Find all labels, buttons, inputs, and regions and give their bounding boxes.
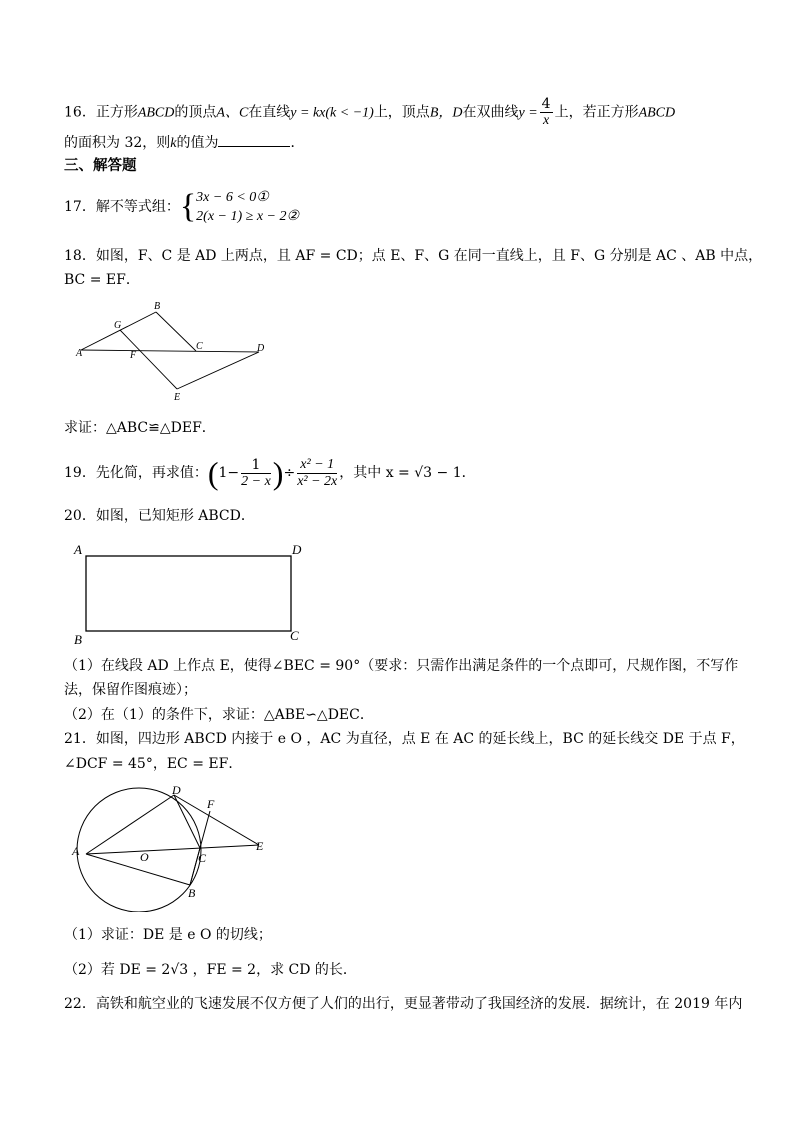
q20-part1b: 法，保留作图痕迹）； — [64, 682, 197, 698]
q19-text: ，其中 x = √3 − 1． — [339, 465, 476, 481]
label-B: B — [188, 886, 196, 900]
label-B: B — [154, 301, 161, 312]
fraction-denominator: x — [543, 113, 550, 128]
label-A: A — [74, 542, 82, 557]
q19 — [64, 455, 476, 491]
q16-text: 的面积为 32，则 — [64, 135, 171, 151]
label-A: A — [72, 844, 80, 858]
q16-text: 上，顶点 — [373, 104, 430, 121]
q20-part2: （2）在（1）的条件下，求证：△ABE∽△DEC． — [64, 707, 374, 723]
q16-y-eq: y = — [518, 105, 538, 121]
label-C: C — [198, 851, 207, 865]
q16-line-eq: y = kx(k < −1) — [290, 105, 374, 121]
q19-fraction-2 — [297, 457, 337, 490]
label-D: D — [172, 783, 181, 797]
fraction-numerator: x² − 1 — [297, 457, 337, 474]
q16-text: 的顶点 — [174, 104, 217, 121]
q16-bd: B，D — [429, 105, 463, 121]
q16-text: 上，若正方形 — [554, 104, 639, 121]
q16-text: 正方形 — [95, 104, 138, 121]
label-F: F — [207, 797, 215, 811]
q16-abcd: ABCD — [137, 105, 175, 121]
right-paren: ) — [272, 455, 284, 491]
section-heading: 三、解答题 — [64, 158, 137, 174]
q16-line2 — [64, 132, 304, 154]
q16-fraction — [540, 96, 553, 129]
label-C: C — [290, 628, 299, 643]
q16-text: 在双曲线 — [462, 104, 519, 121]
fraction-numerator: 4 — [541, 96, 551, 112]
label-D: D — [292, 542, 302, 557]
q21-line1: 21．如图，四边形 ABCD 内接于 e O ，AC 为直径，点 E 在 AC 的延长线上，BC 的延长线交 DE 于点 F， — [64, 731, 745, 747]
fraction-denominator: 2 − x — [241, 473, 271, 489]
q16-text: ． — [290, 135, 305, 151]
q22-text: 22．高铁和航空业的飞速发展不仅方便了人们的出行，更显著带动了我国经济的发展．据统计，在 2019 年内 — [64, 996, 743, 1012]
q21-part2: （2）若 DE = 2√3 ，FE = 2，求 CD 的长． — [64, 962, 357, 978]
q16-text: 在直线 — [248, 104, 291, 121]
label-E: E — [256, 839, 264, 853]
left-paren: ( — [207, 455, 219, 491]
q19-one: 1− — [218, 465, 240, 481]
q21-line2: ∠DCF = 45°，EC = EF． — [64, 756, 243, 772]
label-C: C — [196, 341, 203, 352]
q19-div: ÷ — [283, 465, 296, 481]
label-A: A — [76, 348, 83, 359]
q20-part1a: （1）在线段 AD 上作点 E，使得∠BEC = 90°（要求：只需作出满足条件的一个点即可，尺规作图，不写作 — [64, 658, 739, 674]
q17 — [64, 187, 299, 227]
q19-fraction-1 — [241, 457, 271, 490]
q21-figure — [64, 782, 284, 912]
label-F: F — [130, 350, 137, 361]
q16-ac: A、C — [216, 105, 249, 121]
q20-text: 20．如图，已知矩形 ABCD． — [64, 508, 255, 524]
q17-text: 17．解不等式组： — [64, 199, 180, 215]
inequality-2: 2(x − 1) ≥ x − 2② — [196, 209, 300, 224]
label-E: E — [174, 392, 181, 403]
label-G: G — [114, 320, 122, 331]
fraction-denominator: x² − 2x — [297, 473, 338, 489]
inequality-system — [196, 188, 299, 226]
label-D: D — [257, 343, 265, 354]
q20-figure — [64, 540, 314, 650]
q18-prove: 求证：△ABC≌△DEF． — [64, 420, 216, 436]
answer-blank — [218, 132, 290, 147]
q21-part1: （1）求证：DE 是 e O 的切线； — [64, 927, 272, 943]
label-O: O — [140, 850, 149, 864]
q18-line2: BC = EF． — [64, 272, 140, 288]
inequality-1: 3x − 6 < 0① — [196, 190, 269, 205]
q16-number: 16． — [64, 104, 96, 121]
fraction-numerator: 1 — [241, 457, 271, 474]
q16-text: 的值为 — [176, 135, 219, 151]
q16-k: k — [170, 136, 177, 151]
label-B: B — [74, 632, 82, 647]
q16-abcd: ABCD — [638, 105, 676, 121]
q19-text: 19．先化简，再求值： — [64, 465, 208, 481]
q18-line1: 18．如图，F、C 是 AD 上两点，且 AF = CD；点 E、F、G 在同一直线上，且 F、G 分别是 AC 、AB 中点， — [64, 248, 763, 264]
brace-icon: { — [179, 188, 197, 225]
q18-figure — [64, 296, 284, 408]
q16-line1 — [64, 96, 675, 129]
